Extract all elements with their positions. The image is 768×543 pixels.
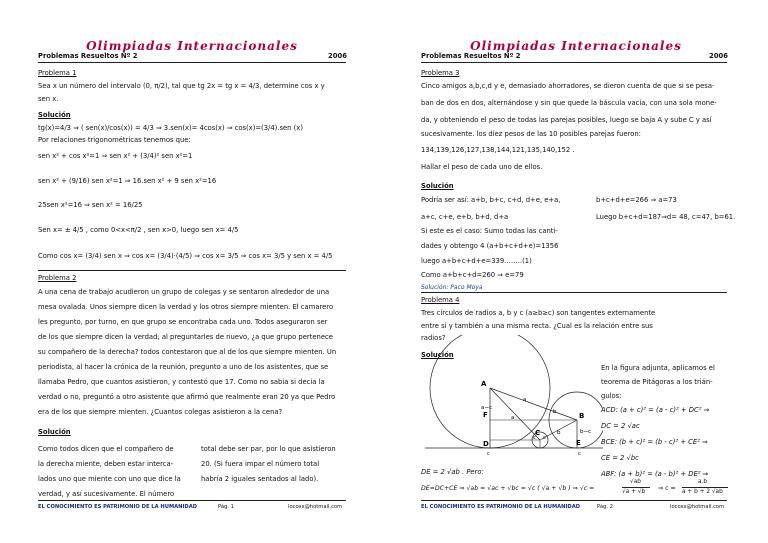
label-E: E <box>576 439 581 447</box>
fraction-2-numerator: a.b <box>698 479 708 485</box>
problem3-line: ban de dos en dos, alternándose y sin que quede la báscula vacía, con una sola mone- <box>421 99 717 107</box>
problem2-line: de los que siempre dicen la verdad; al preguntarles de nuevo, ¿a que grupo pertenece <box>38 333 333 341</box>
label-B: B <box>579 412 585 420</box>
problem4-line: entre si y también a una misma recta. ¿Cual es la relación entre sus <box>421 322 653 330</box>
page-2 <box>384 0 768 543</box>
header-rule <box>421 62 727 63</box>
equation-5: Como cos x= (3/4) sen x ⇒ cos x= (3/4)·(4/5) ⇒ cos x= 3/5 ⇒ cos x= 3/5 y sen x = 4/5 <box>38 252 333 260</box>
problem2-line: llamaba Pedro, que cuantos asistieron, y contestó que 17. Como no sabia si decía la <box>38 378 325 386</box>
solution2-right-line: total debe ser par, por lo que asistieron <box>201 445 336 453</box>
footer-page-number: Pág. 1 <box>218 504 234 510</box>
solution3-line: Como a+b+c+d=260 ⇒ e=79 <box>421 271 524 279</box>
solution2-left-line: verdad, y así sucesivamente. El número <box>38 490 175 498</box>
footer-email: locoxx@hotmail.com <box>288 504 343 510</box>
fraction-2-denominator: a + b + 2 √ab <box>682 489 723 495</box>
solution3-line: Si este es el caso: Sumo todas las canti- <box>421 227 558 235</box>
solution4-heading: Solución <box>421 351 454 359</box>
page-title: Olimpiadas Internacionales <box>86 39 298 53</box>
solution1-heading: Solución <box>38 111 71 119</box>
problem4-heading: Problema 4 <box>421 296 460 304</box>
segment-ac <box>490 388 540 440</box>
solution2-left-line: lados uno que miente con uno que dice la <box>38 475 181 483</box>
label-D: D <box>483 440 489 448</box>
solution3-line: dades y obtengo 4 (a+b+c+d+e)=1356 <box>421 242 559 250</box>
label-A: A <box>481 380 487 388</box>
label-c-right: c <box>543 435 546 441</box>
equation-de: DE = 2 √ab . Pero: <box>421 468 484 476</box>
problem3-line: da, y obteniendo el peso de todas las parejas posibles, luego se baja A y sube C y así <box>421 116 712 124</box>
solution1-line: tg(x)=4/3 ⇒ ( sen(x)/cos(x)) = 4/3 ⇒ 3.sen(x)= 4cos(x) ⇒ cos(x)=(3/4).sen (x) <box>38 124 303 132</box>
problem2-line: A una cena de trabajo acudieron un grupo de colegas y se sentaron alrededor de una <box>38 288 330 296</box>
problem2-line: mesa ovalada. Unos siempre dicen la verdad y los otros siempre mienten. El camarero <box>38 303 334 311</box>
solution3-line: a+c, c+e, e+b, b+d, d+a <box>421 213 509 221</box>
problem3-line: Cinco amigos a,b,c,d y e, demasiado ahorradores, se dieron cuenta de que si se pesa- <box>421 82 715 90</box>
problem1-heading: Problema 1 <box>38 69 77 77</box>
solution2-right-line: habría 2 iguales sentados al lado). <box>201 475 319 483</box>
solution4-intro-line: gulos: <box>601 392 622 400</box>
fraction-2-prefix: ⇒ c = <box>658 485 676 492</box>
solution2-left-line: la derecha miente, deben estar interca- <box>38 460 174 468</box>
label-F: F <box>483 411 488 419</box>
problem2-line: su compañero de la derecha? todos contestaron que al de los que siempre mienten. Un <box>38 348 337 356</box>
problem1-text-line: Sea x un número del intervalo (0, π/2), tal que tg 2x = tg x = 4/3, determine cos x y <box>38 82 325 90</box>
equation-4: Sen x= ± 4/5 , como 0<x<π/2 , sen x>0, luego sen x= 4/5 <box>38 226 239 234</box>
footer-email: locoxx@hotmail.com <box>670 504 725 510</box>
problem4-line: Tres círculos de radios a, b y c (a≥b≥c) son tangentes externamente <box>421 309 656 317</box>
solution3-right-line: Luego b+c+d=187⇒d= 48, c=47, b=61. <box>596 213 736 221</box>
solution4-intro-line: En la figura adjunta, aplicamos el <box>601 364 715 372</box>
footer-rule <box>38 500 346 501</box>
problem4-line: radios? <box>421 334 446 342</box>
label-a-segment: a <box>523 397 527 403</box>
equation-2: sen x² + (9/16) sen x²=1 ⇒ 16.sen x² + 9 sen x²=16 <box>38 177 217 185</box>
solution1-line: Por relaciones trigonométricas tenemos que: <box>38 136 191 144</box>
problem1-text-line: sen x. <box>38 95 59 103</box>
header-rule <box>38 62 346 63</box>
section-divider <box>421 292 727 293</box>
solution2-left-line: Como todos dicen que el compañero de <box>38 445 174 453</box>
problem2-line: les pregunto, por turno, en que grupo se encontraba cada uno. Todos aseguraron ser <box>38 318 328 326</box>
section-divider <box>38 270 346 271</box>
label-a-inner: a <box>511 415 515 421</box>
footer-page-number: Pág. 2 <box>597 504 613 510</box>
label-b-minus-c: b−c <box>580 429 592 435</box>
label-a-minus-c: a−c <box>481 405 493 411</box>
problem2-line: verdad o no, preguntó a otro asistente que afirmó que realmente eran 20 ya que Pedro <box>38 393 336 401</box>
header-year: 2006 <box>709 52 728 60</box>
problem2-heading: Problema 2 <box>38 274 77 282</box>
solution2-right-line: 20. (Si fuera impar el número total <box>201 460 320 468</box>
header-year: 2006 <box>328 52 347 60</box>
label-b-inner: b <box>557 430 561 436</box>
equation-abf: ABF: (a + b)² = (a - b)² + DE² ⇒ <box>601 470 709 478</box>
fraction-1-numerator: √ab <box>630 479 641 485</box>
label-c-e: c <box>578 451 581 457</box>
tangent-circles-figure <box>425 335 603 465</box>
problem2-line: periodista, al hacer la crónica de la reunión, pregunto a uno de los asistentes, que se <box>38 363 329 371</box>
solution3-line: luego a+b+c+d+e=339……..(1) <box>421 257 532 265</box>
fraction-1-denominator: √a + √b <box>622 489 646 495</box>
footer-motto: EL CONOCIMIENTO ES PATRIMONIO DE LA HUMANIDAD <box>38 504 198 510</box>
problem2-line: era de los que siempre mienten. ¿Cuantos colegas asistieron a la cena? <box>38 408 283 416</box>
label-c-d: c <box>487 451 490 457</box>
solution2-heading: Solución <box>38 428 71 436</box>
equation-dc: DC = 2 √ac <box>601 422 640 430</box>
solution3-line: Podría ser así: a+b, b+c, c+d, d+e, e+a, <box>421 196 561 204</box>
problem3-line: Hallar el peso de cada uno de ellos. <box>421 163 543 171</box>
label-c-left: c <box>533 435 536 441</box>
equation-ce: CE = 2 √bc <box>601 454 639 462</box>
solution3-right-line: b+c+d+e=266 ⇒ a=73 <box>596 196 677 204</box>
footer-motto: EL CONOCIMIENTO ES PATRIMONIO DE LA HUMANIDAD <box>421 504 581 510</box>
header-left: Problemas Resueltos Nº 2 <box>38 52 138 60</box>
label-C: C <box>535 429 541 437</box>
equation-1: sen x² + cos x²=1 ⇒ sen x² + (3/4)² sen x²=1 <box>38 152 193 160</box>
equation-bce: BCE: (b + c)² = (b - c)² + CE² ⇒ <box>601 438 708 446</box>
footer-rule <box>421 500 727 501</box>
segment-ab <box>490 388 577 420</box>
final-relation: DE=DC+CE ⇒ √ab = √ac + √bc = √c ( √a + √b ) ⇒ √c = <box>421 485 595 492</box>
header-left: Problemas Resueltos Nº 2 <box>421 52 521 60</box>
problem3-heading: Problema 3 <box>421 69 460 77</box>
solution-credit: Solución: Paco Moya <box>421 284 483 291</box>
equation-acd: ACD: (a + c)² = (a - c)² + DC² ⇒ <box>601 406 710 414</box>
solution3-heading: Solución <box>421 182 454 190</box>
page-title: Olimpiadas Internacionales <box>470 39 682 53</box>
solution4-intro-line: teorema de Pitágoras a los trián- <box>601 378 713 386</box>
label-b-segment: b <box>553 409 557 415</box>
problem3-line: 134,139,126,127,138,144,121,135,140,152 . <box>421 146 575 154</box>
problem3-line: sucesivamente. los diez pesos de las 10 posibles parejas fueron: <box>421 130 641 138</box>
equation-3: 25sen x²=16 ⇒ sen x² = 16/25 <box>38 201 143 209</box>
